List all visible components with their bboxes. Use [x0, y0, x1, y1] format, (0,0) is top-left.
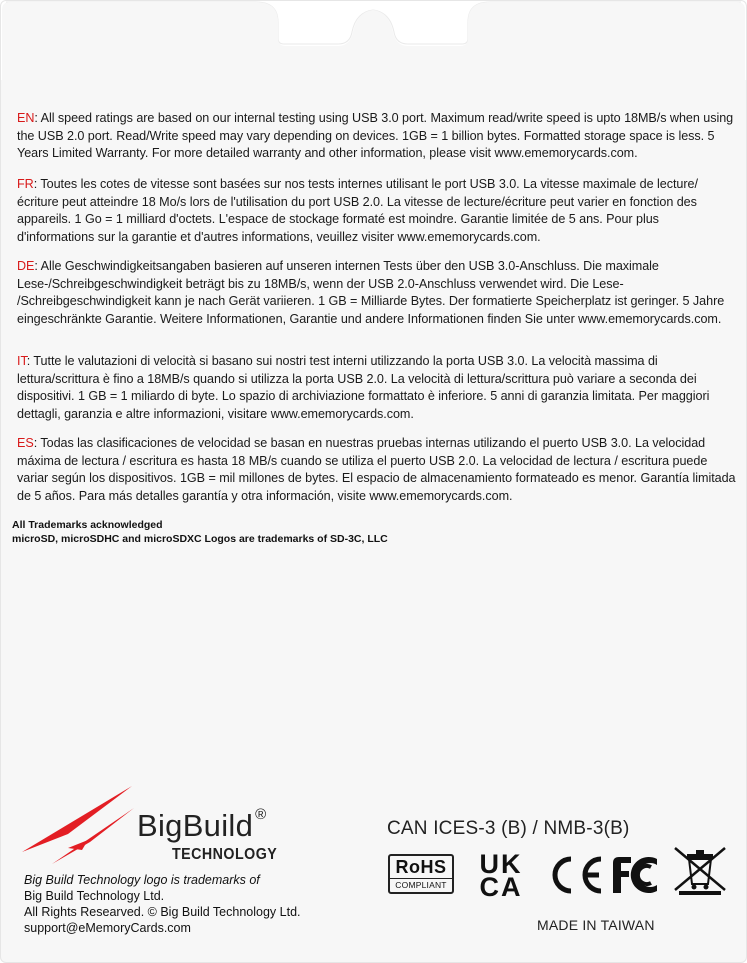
trademark-line-1: All Trademarks acknowledged — [12, 519, 163, 531]
registered-mark: ® — [255, 805, 267, 823]
hang-hole — [0, 0, 747, 80]
bigbuild-logo-icon — [22, 786, 134, 866]
paragraph-fr-text: : Toutes les cotes de vitesse sont basées sur nos tests internes utilisant le port USB 3.0. La vitesse maximale de lecture/écriture peut atteindre 18 Mo/s lors de l'utilisation du port USB 2.0. La vitesse de lecture/écriture peut varier en fonction des appareils. 1 Go = 1 milliard d'octets. L'espace de stockage formaté est moindre. Garantie limitée de 5 ans. Pour plus d'informations sur la garantie et d'autres informations, veuillez visiter www.ememorycards.com. — [17, 177, 698, 244]
paragraph-en — [17, 110, 739, 163]
ce-mark-icon — [547, 855, 607, 895]
paragraph-de-text: : Alle Geschwindigkeitsangaben basieren auf unseren internen Tests über den USB 3.0-Anschluss. Die maximale Lese-/Schreibgeschwindigkeit beträgt bis zu 18MB/s, wenn der USB 2.0-Anschluss verwendet wird. Die Lese- /Schreibgeschwindigkeit kann je nach Gerät variieren. 1 GB = Milliarde Bytes. Der formatierte Speicherplatz ist geringer. 5 Jahre eingeschränkte Garantie. Weitere Informationen, Garantie und andere Informationen finden Sie unter www.ememorycards.com. — [17, 259, 725, 326]
legal-notice — [24, 872, 301, 936]
rohs-compliant: COMPLIANT — [390, 878, 452, 891]
ukca-bottom-text: CA — [479, 872, 523, 897]
paragraph-es-text: : Todas las clasificaciones de velocidad se basan en nuestras pruebas internas utilizando el puerto USB 3.0. La velocidad máxima de lectura / escritura es hasta 18 MB/s cuando se utiliza el puerto USB 2.0. La velocidad de lectura / escritura puede variar según los dispositivos. 1GB = mil millones de bytes. El espacio de almacenamiento formateado es menor. Garantía limitada de 5 años. Para más detalles garantía y otra información, visite www.ememorycards.com. — [17, 436, 736, 503]
brand-subtitle: TECHNOLOGY — [172, 846, 278, 863]
paragraph-it-text: : Tutte le valutazioni di velocità si basano sui nostri test interni utilizzando la porta USB 3.0. La velocità massima di lettura/scrittura è fino a 18MB/s quando si utilizza la porta USB 2.0. La velocità di lettura/scrittura può variare a seconda dei dispositivi. 1 GB = 1 miliardo di byte. Lo spazio di archiviazione formattato è inferiore. 5 anni di garanzia limitata. Per maggiori dettagli, garanzia e altre informazioni, visitare www.ememorycards.com. — [17, 354, 710, 421]
rohs-badge — [388, 854, 454, 894]
rohs-title: RoHS — [395, 857, 447, 877]
lang-code-it: IT — [17, 354, 27, 368]
paragraph-it — [17, 353, 739, 423]
lang-code-en: EN — [17, 111, 35, 125]
fcc-mark-icon — [611, 855, 665, 895]
brand-name — [137, 805, 267, 844]
made-in-label: MADE IN TAIWAN — [537, 917, 655, 933]
support-email: support@eMemoryCards.com — [24, 921, 191, 935]
lang-code-es: ES — [17, 436, 34, 450]
can-ices-label: CAN ICES-3 (B) / NMB-3(B) — [387, 818, 630, 839]
ukca-top-text: UK — [479, 851, 523, 879]
legal-line-3: All Rights Researved. © Big Build Technology Ltd. — [24, 905, 301, 919]
legal-line-1: Big Build Technology logo is trademarks of — [24, 873, 260, 887]
paragraph-fr — [17, 176, 739, 246]
lang-code-de: DE — [17, 259, 35, 273]
ukca-mark-icon — [468, 851, 534, 897]
brand-name-text: BigBuild — [137, 808, 254, 843]
paragraph-de — [17, 258, 739, 328]
paragraph-en-text: : All speed ratings are based on our internal testing using USB 3.0 port. Maximum read/write speed is upto 18MB/s when using the USB 2.0 port. Read/Write speed may vary depending on devices. 1GB = 1 billion bytes. Formatted storage space is less. 5 Years Limited Warranty. For more detailed warranty and other information, please visit www.ememorycards.com. — [17, 111, 734, 161]
trademark-notice — [12, 518, 388, 546]
weee-bin-icon — [671, 846, 729, 896]
trademark-line-2: microSD, microSDHC and microSDXC Logos are trademarks of SD-3C, LLC — [12, 533, 388, 545]
legal-line-2: Big Build Technology Ltd. — [24, 889, 165, 903]
paragraph-es — [17, 435, 739, 505]
lang-code-fr: FR — [17, 177, 34, 191]
